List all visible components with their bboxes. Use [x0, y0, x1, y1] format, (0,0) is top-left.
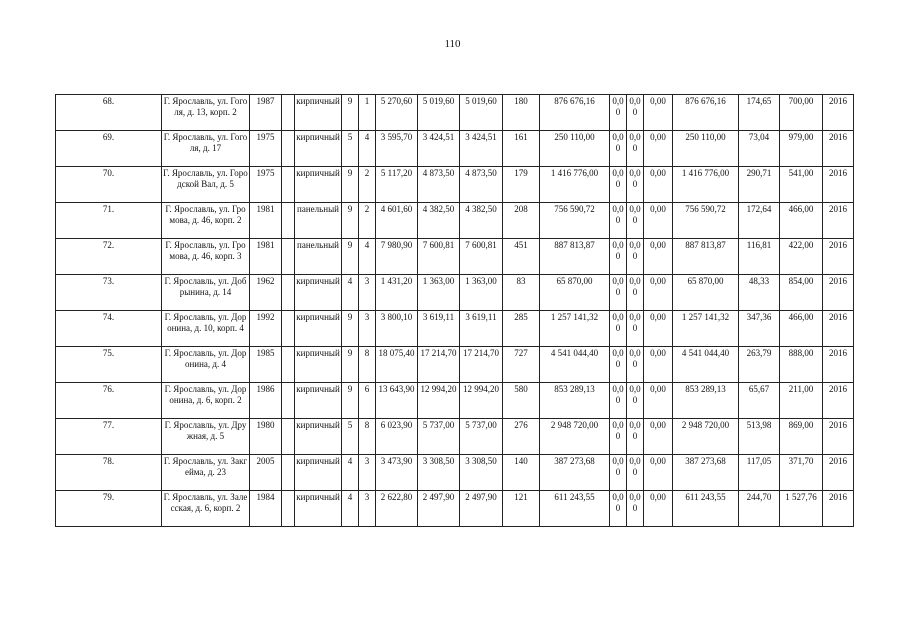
build-year-cell: 2005 [250, 455, 282, 491]
zero-cell-2: 0,00 [627, 275, 644, 311]
zero-cell-1: 0,00 [610, 239, 627, 275]
address-cell: Г. Ярославль, ул. Добрынина, д. 14 [162, 275, 250, 311]
zero-cell-2: 0,00 [627, 203, 644, 239]
zero-cell-1: 0,00 [610, 131, 627, 167]
zero-cell-3: 0,00 [644, 95, 673, 131]
zero-cell-1: 0,00 [610, 203, 627, 239]
empty-cell [282, 239, 295, 275]
zero-cell-1: 0,00 [610, 275, 627, 311]
table-row [56, 455, 854, 491]
total-area-cell: 18 075,40 [376, 347, 418, 383]
total-cost-cell: 250 110,00 [540, 131, 610, 167]
living-area-cell: 3 308,50 [418, 455, 460, 491]
floors-cell: 4 [342, 275, 359, 311]
plan-year-cell: 2016 [823, 383, 854, 419]
zero-cell-1: 0,00 [610, 95, 627, 131]
living-area-cell-2: 4 873,50 [460, 167, 503, 203]
plan-year-cell: 2016 [823, 455, 854, 491]
entrances-cell: 1 [359, 95, 376, 131]
unit-cost-cell: 174,65 [739, 95, 780, 131]
row-number: 68. [56, 95, 162, 131]
empty-cell [282, 311, 295, 347]
residents-cell: 83 [503, 275, 540, 311]
wall-material-cell: панельный [295, 239, 342, 275]
total-area-cell: 5 117,20 [376, 167, 418, 203]
living-area-cell-2: 12 994,20 [460, 383, 503, 419]
wall-material-cell: кирпичный [295, 167, 342, 203]
floors-cell: 5 [342, 131, 359, 167]
wall-material-cell: кирпичный [295, 95, 342, 131]
living-area-cell-2: 17 214,70 [460, 347, 503, 383]
repeat-cost-cell: 65 870,00 [673, 275, 739, 311]
zero-cell-1: 0,00 [610, 347, 627, 383]
limit-cost-cell: 979,00 [780, 131, 823, 167]
living-area-cell-2: 4 382,50 [460, 203, 503, 239]
table-row [56, 131, 854, 167]
floors-cell: 9 [342, 311, 359, 347]
living-area-cell: 4 382,50 [418, 203, 460, 239]
total-cost-cell: 611 243,55 [540, 491, 610, 527]
total-area-cell: 3 473,90 [376, 455, 418, 491]
residents-cell: 727 [503, 347, 540, 383]
wall-material-cell: кирпичный [295, 275, 342, 311]
total-area-cell: 2 622,80 [376, 491, 418, 527]
address-cell: Г. Ярославль, ул. Громова, д. 46, корп. 3 [162, 239, 250, 275]
build-year-cell: 1987 [250, 95, 282, 131]
empty-cell [282, 455, 295, 491]
entrances-cell: 2 [359, 203, 376, 239]
total-cost-cell: 4 541 044,40 [540, 347, 610, 383]
total-cost-cell: 756 590,72 [540, 203, 610, 239]
limit-cost-cell: 466,00 [780, 203, 823, 239]
row-number: 77. [56, 419, 162, 455]
living-area-cell: 2 497,90 [418, 491, 460, 527]
residents-cell: 285 [503, 311, 540, 347]
build-year-cell: 1962 [250, 275, 282, 311]
address-cell: Г. Ярославль, ул. Городской Вал, д. 5 [162, 167, 250, 203]
limit-cost-cell: 888,00 [780, 347, 823, 383]
floors-cell: 9 [342, 95, 359, 131]
residents-cell: 180 [503, 95, 540, 131]
total-cost-cell: 887 813,87 [540, 239, 610, 275]
zero-cell-3: 0,00 [644, 203, 673, 239]
zero-cell-2: 0,00 [627, 455, 644, 491]
unit-cost-cell: 290,71 [739, 167, 780, 203]
repeat-cost-cell: 611 243,55 [673, 491, 739, 527]
floors-cell: 9 [342, 167, 359, 203]
row-number: 74. [56, 311, 162, 347]
address-cell: Г. Ярославль, ул. Громова, д. 46, корп. 2 [162, 203, 250, 239]
address-cell: Г. Ярославль, ул. Доронина, д. 6, корп. 2 [162, 383, 250, 419]
zero-cell-3: 0,00 [644, 383, 673, 419]
address-cell: Г. Ярославль, ул. Залесская, д. 6, корп. 2 [162, 491, 250, 527]
housing-repair-table [55, 94, 854, 527]
table-row [56, 167, 854, 203]
residents-cell: 276 [503, 419, 540, 455]
living-area-cell-2: 3 619,11 [460, 311, 503, 347]
limit-cost-cell: 541,00 [780, 167, 823, 203]
living-area-cell: 4 873,50 [418, 167, 460, 203]
living-area-cell: 5 737,00 [418, 419, 460, 455]
table-row [56, 419, 854, 455]
zero-cell-3: 0,00 [644, 239, 673, 275]
empty-cell [282, 131, 295, 167]
plan-year-cell: 2016 [823, 491, 854, 527]
entrances-cell: 3 [359, 311, 376, 347]
address-cell: Г. Ярославль, ул. Гоголя, д. 17 [162, 131, 250, 167]
zero-cell-1: 0,00 [610, 383, 627, 419]
plan-year-cell: 2016 [823, 167, 854, 203]
total-area-cell: 3 595,70 [376, 131, 418, 167]
floors-cell: 5 [342, 419, 359, 455]
zero-cell-1: 0,00 [610, 311, 627, 347]
table-row [56, 203, 854, 239]
empty-cell [282, 491, 295, 527]
plan-year-cell: 2016 [823, 239, 854, 275]
total-cost-cell: 387 273,68 [540, 455, 610, 491]
repeat-cost-cell: 250 110,00 [673, 131, 739, 167]
repeat-cost-cell: 1 416 776,00 [673, 167, 739, 203]
zero-cell-2: 0,00 [627, 95, 644, 131]
address-cell: Г. Ярославль, ул. Гоголя, д. 13, корп. 2 [162, 95, 250, 131]
total-cost-cell: 876 676,16 [540, 95, 610, 131]
entrances-cell: 3 [359, 455, 376, 491]
wall-material-cell: кирпичный [295, 491, 342, 527]
repeat-cost-cell: 876 676,16 [673, 95, 739, 131]
page-number: 110 [444, 38, 461, 50]
repeat-cost-cell: 2 948 720,00 [673, 419, 739, 455]
total-cost-cell: 853 289,13 [540, 383, 610, 419]
wall-material-cell: кирпичный [295, 419, 342, 455]
address-cell: Г. Ярославль, ул. Дружная, д. 5 [162, 419, 250, 455]
total-cost-cell: 65 870,00 [540, 275, 610, 311]
total-area-cell: 4 601,60 [376, 203, 418, 239]
row-number: 71. [56, 203, 162, 239]
build-year-cell: 1981 [250, 203, 282, 239]
repeat-cost-cell: 4 541 044,40 [673, 347, 739, 383]
limit-cost-cell: 422,00 [780, 239, 823, 275]
total-area-cell: 13 643,90 [376, 383, 418, 419]
empty-cell [282, 167, 295, 203]
table-row [56, 95, 854, 131]
empty-cell [282, 383, 295, 419]
table-row [56, 311, 854, 347]
limit-cost-cell: 700,00 [780, 95, 823, 131]
empty-cell [282, 419, 295, 455]
entrances-cell: 4 [359, 131, 376, 167]
build-year-cell: 1980 [250, 419, 282, 455]
unit-cost-cell: 116,81 [739, 239, 780, 275]
unit-cost-cell: 117,05 [739, 455, 780, 491]
living-area-cell: 3 424,51 [418, 131, 460, 167]
living-area-cell-2: 2 497,90 [460, 491, 503, 527]
limit-cost-cell: 211,00 [780, 383, 823, 419]
zero-cell-3: 0,00 [644, 455, 673, 491]
plan-year-cell: 2016 [823, 419, 854, 455]
floors-cell: 9 [342, 383, 359, 419]
unit-cost-cell: 244,70 [739, 491, 780, 527]
table-row [56, 383, 854, 419]
total-area-cell: 7 980,90 [376, 239, 418, 275]
zero-cell-2: 0,00 [627, 383, 644, 419]
zero-cell-2: 0,00 [627, 419, 644, 455]
table-row [56, 347, 854, 383]
living-area-cell: 1 363,00 [418, 275, 460, 311]
repeat-cost-cell: 387 273,68 [673, 455, 739, 491]
total-cost-cell: 1 257 141,32 [540, 311, 610, 347]
address-cell: Г. Ярославль, ул. Доронина, д. 10, корп. 4 [162, 311, 250, 347]
zero-cell-3: 0,00 [644, 491, 673, 527]
zero-cell-3: 0,00 [644, 419, 673, 455]
zero-cell-2: 0,00 [627, 239, 644, 275]
empty-cell [282, 95, 295, 131]
zero-cell-3: 0,00 [644, 275, 673, 311]
plan-year-cell: 2016 [823, 203, 854, 239]
plan-year-cell: 2016 [823, 311, 854, 347]
floors-cell: 9 [342, 239, 359, 275]
build-year-cell: 1984 [250, 491, 282, 527]
living-area-cell: 3 619,11 [418, 311, 460, 347]
entrances-cell: 8 [359, 347, 376, 383]
zero-cell-2: 0,00 [627, 347, 644, 383]
zero-cell-3: 0,00 [644, 347, 673, 383]
total-area-cell: 6 023,90 [376, 419, 418, 455]
zero-cell-2: 0,00 [627, 167, 644, 203]
living-area-cell: 5 019,60 [418, 95, 460, 131]
residents-cell: 208 [503, 203, 540, 239]
wall-material-cell: кирпичный [295, 455, 342, 491]
zero-cell-3: 0,00 [644, 167, 673, 203]
zero-cell-3: 0,00 [644, 311, 673, 347]
floors-cell: 4 [342, 491, 359, 527]
row-number: 69. [56, 131, 162, 167]
unit-cost-cell: 172,64 [739, 203, 780, 239]
entrances-cell: 4 [359, 239, 376, 275]
unit-cost-cell: 73,04 [739, 131, 780, 167]
address-cell: Г. Ярославль, ул. Доронина, д. 4 [162, 347, 250, 383]
residents-cell: 580 [503, 383, 540, 419]
limit-cost-cell: 1 527,76 [780, 491, 823, 527]
floors-cell: 9 [342, 347, 359, 383]
total-area-cell: 5 270,60 [376, 95, 418, 131]
row-number: 72. [56, 239, 162, 275]
residents-cell: 179 [503, 167, 540, 203]
plan-year-cell: 2016 [823, 347, 854, 383]
residents-cell: 121 [503, 491, 540, 527]
repeat-cost-cell: 887 813,87 [673, 239, 739, 275]
entrances-cell: 3 [359, 491, 376, 527]
unit-cost-cell: 48,33 [739, 275, 780, 311]
address-cell: Г. Ярославль, ул. Закгейма, д. 23 [162, 455, 250, 491]
build-year-cell: 1975 [250, 131, 282, 167]
living-area-cell: 7 600,81 [418, 239, 460, 275]
zero-cell-2: 0,00 [627, 131, 644, 167]
row-number: 76. [56, 383, 162, 419]
plan-year-cell: 2016 [823, 131, 854, 167]
row-number: 75. [56, 347, 162, 383]
build-year-cell: 1986 [250, 383, 282, 419]
living-area-cell-2: 7 600,81 [460, 239, 503, 275]
unit-cost-cell: 513,98 [739, 419, 780, 455]
entrances-cell: 8 [359, 419, 376, 455]
table-row [56, 239, 854, 275]
row-number: 79. [56, 491, 162, 527]
build-year-cell: 1992 [250, 311, 282, 347]
repeat-cost-cell: 756 590,72 [673, 203, 739, 239]
wall-material-cell: кирпичный [295, 347, 342, 383]
plan-year-cell: 2016 [823, 275, 854, 311]
row-number: 78. [56, 455, 162, 491]
limit-cost-cell: 371,70 [780, 455, 823, 491]
plan-year-cell: 2016 [823, 95, 854, 131]
build-year-cell: 1981 [250, 239, 282, 275]
residents-cell: 161 [503, 131, 540, 167]
total-cost-cell: 2 948 720,00 [540, 419, 610, 455]
living-area-cell-2: 1 363,00 [460, 275, 503, 311]
empty-cell [282, 347, 295, 383]
row-number: 73. [56, 275, 162, 311]
repeat-cost-cell: 853 289,13 [673, 383, 739, 419]
living-area-cell: 17 214,70 [418, 347, 460, 383]
repeat-cost-cell: 1 257 141,32 [673, 311, 739, 347]
unit-cost-cell: 263,79 [739, 347, 780, 383]
empty-cell [282, 275, 295, 311]
total-area-cell: 1 431,20 [376, 275, 418, 311]
limit-cost-cell: 869,00 [780, 419, 823, 455]
zero-cell-2: 0,00 [627, 311, 644, 347]
wall-material-cell: кирпичный [295, 311, 342, 347]
empty-cell [282, 203, 295, 239]
floors-cell: 4 [342, 455, 359, 491]
zero-cell-1: 0,00 [610, 167, 627, 203]
entrances-cell: 6 [359, 383, 376, 419]
table-row [56, 275, 854, 311]
floors-cell: 9 [342, 203, 359, 239]
table-row [56, 491, 854, 527]
living-area-cell-2: 3 308,50 [460, 455, 503, 491]
unit-cost-cell: 65,67 [739, 383, 780, 419]
zero-cell-1: 0,00 [610, 491, 627, 527]
zero-cell-1: 0,00 [610, 419, 627, 455]
residents-cell: 140 [503, 455, 540, 491]
zero-cell-1: 0,00 [610, 455, 627, 491]
residents-cell: 451 [503, 239, 540, 275]
build-year-cell: 1985 [250, 347, 282, 383]
living-area-cell-2: 5 737,00 [460, 419, 503, 455]
build-year-cell: 1975 [250, 167, 282, 203]
living-area-cell: 12 994,20 [418, 383, 460, 419]
zero-cell-3: 0,00 [644, 131, 673, 167]
zero-cell-2: 0,00 [627, 491, 644, 527]
row-number: 70. [56, 167, 162, 203]
limit-cost-cell: 854,00 [780, 275, 823, 311]
living-area-cell-2: 3 424,51 [460, 131, 503, 167]
wall-material-cell: панельный [295, 203, 342, 239]
entrances-cell: 3 [359, 275, 376, 311]
limit-cost-cell: 466,00 [780, 311, 823, 347]
total-cost-cell: 1 416 776,00 [540, 167, 610, 203]
unit-cost-cell: 347,36 [739, 311, 780, 347]
total-area-cell: 3 800,10 [376, 311, 418, 347]
wall-material-cell: кирпичный [295, 383, 342, 419]
living-area-cell-2: 5 019,60 [460, 95, 503, 131]
wall-material-cell: кирпичный [295, 131, 342, 167]
entrances-cell: 2 [359, 167, 376, 203]
